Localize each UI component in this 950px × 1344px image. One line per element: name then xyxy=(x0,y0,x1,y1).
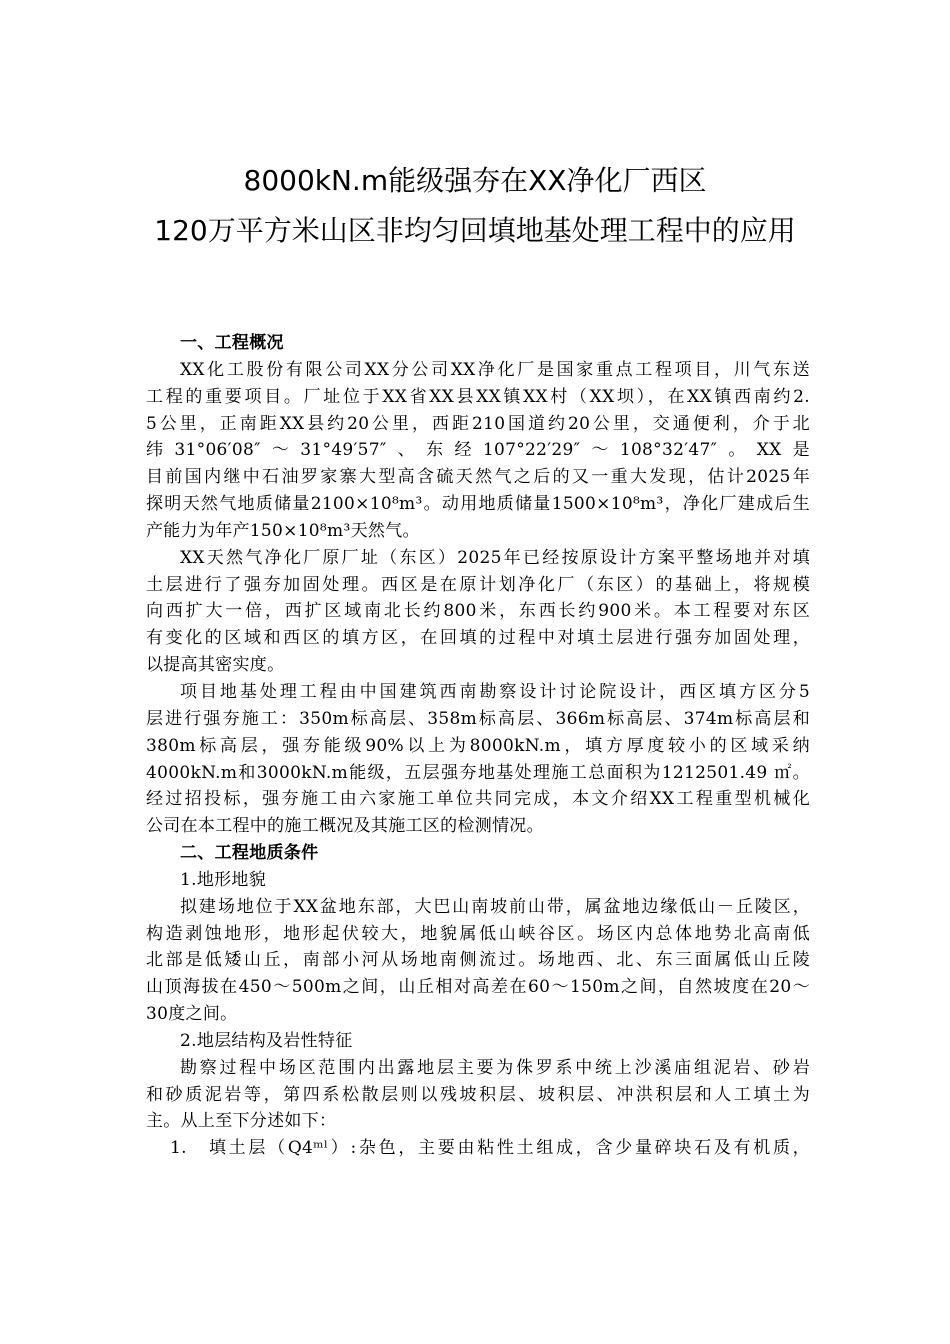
text-line: 拟建场地位于XX盆地东部，大巴山南坡前山带，属盆地边缘低山－丘陵区， xyxy=(180,896,810,917)
text-line: 4000kN.m和3000kN.m能级，五层强夯地基处理施工总面积为1212501.49 ㎡。 xyxy=(146,762,810,783)
text-line: 目前国内继中石油罗家寨大型高含硫天然气之后的又一重大发现，估计2025年 xyxy=(146,467,810,488)
section-heading: 一、工程概况 xyxy=(180,333,284,353)
text-line: 构造剥蚀地形，地形起伏较大，地貌属低山峡谷区。场区内总体地势北高南低 xyxy=(146,923,810,944)
text-line: 5公里，正南距XX县约20公里，西距210国道约20公里，交通便利，介于北 xyxy=(146,413,810,434)
text-line: 北部是低矮山丘，南部小河从场地南侧流过。场地西、北、东三面属低山丘陵 xyxy=(146,950,810,971)
text-line: 30度之间。 xyxy=(146,1004,238,1025)
text-line: 以提高其密实度。 xyxy=(146,655,285,676)
text-line: 纬31°06′08″～31°49′57″、东经107°22′29″～108°32′47″。XX是 xyxy=(146,440,810,461)
text-line: XX天然气净化厂原厂址（东区）2025年已经按原设计方案平整场地并对填 xyxy=(180,547,810,568)
text-line: 勘察过程中场区范围内出露地层主要为侏罗系中统上沙溪庙组泥岩、砂岩 xyxy=(180,1057,810,1078)
text-line: 层进行强夯施工：350m标高层、358m标高层、366m标高层、374m标高层和 xyxy=(146,708,810,729)
text-line: XX化工股份有限公司XX分公司XX净化厂是国家重点工程项目，川气东送 xyxy=(180,359,810,380)
text-line: 山顶海拔在450～500m之间，山丘相对高差在60～150m之间，自然坡度在20～ xyxy=(146,977,810,998)
section-heading: 二、工程地质条件 xyxy=(180,843,319,864)
text-line: 主。从上至下分述如下： xyxy=(146,1111,337,1132)
text-line: 土层进行了强夯加固处理。西区是在原计划净化厂（东区）的基础上，将规模 xyxy=(146,574,810,595)
title-line-1: 8000kN.m能级强夯在XX净化厂西区 xyxy=(243,164,707,197)
text-line: 1.地形地貌 xyxy=(180,869,267,890)
text-line: 1. 填土层（Q4ᵐˡ）:杂色，主要由粘性土组成，含少量碎块石及有机质， xyxy=(170,1138,810,1159)
text-line: 和砂质泥岩等，第四系松散层则以残坡积层、坡积层、冲洪积层和人工填土为 xyxy=(146,1084,810,1105)
text-line: 产能力为年产150×10⁸m³天然气。 xyxy=(146,520,420,541)
document-body xyxy=(146,330,810,1162)
text-line: 有变化的区域和西区的填方区，在回填的过程中对填土层进行强夯加固处理， xyxy=(146,628,810,649)
text-line: 工程的重要项目。厂址位于XX省XX县XX镇XX村（XX坝），在XX镇西南约2. xyxy=(146,386,810,407)
text-line: 2.地层结构及岩性特征 xyxy=(180,1030,353,1051)
text-line: 向西扩大一倍，西扩区域南北长约800米，东西长约900米。本工程要对东区 xyxy=(146,601,810,622)
text-line: 探明天然气地质储量2100×10⁸m³。动用地质储量1500×10⁸m³，净化厂建成后生 xyxy=(146,494,810,515)
text-line: 公司在本工程中的施工概况及其施工区的检测情况。 xyxy=(146,816,544,837)
title-line-2: 120万平方米山区非均匀回填地基处理工程中的应用 xyxy=(154,214,796,247)
text-line: 项目地基处理工程由中国建筑西南勘察设计讨论院设计，西区填方区分5 xyxy=(180,681,810,702)
text-line: 380m标高层，强夯能级90%以上为8000kN.m，填方厚度较小的区域采纳 xyxy=(146,735,810,756)
text-line: 经过招投标，强夯施工由六家施工单位共同完成，本文介绍XX工程重型机械化 xyxy=(146,789,810,810)
